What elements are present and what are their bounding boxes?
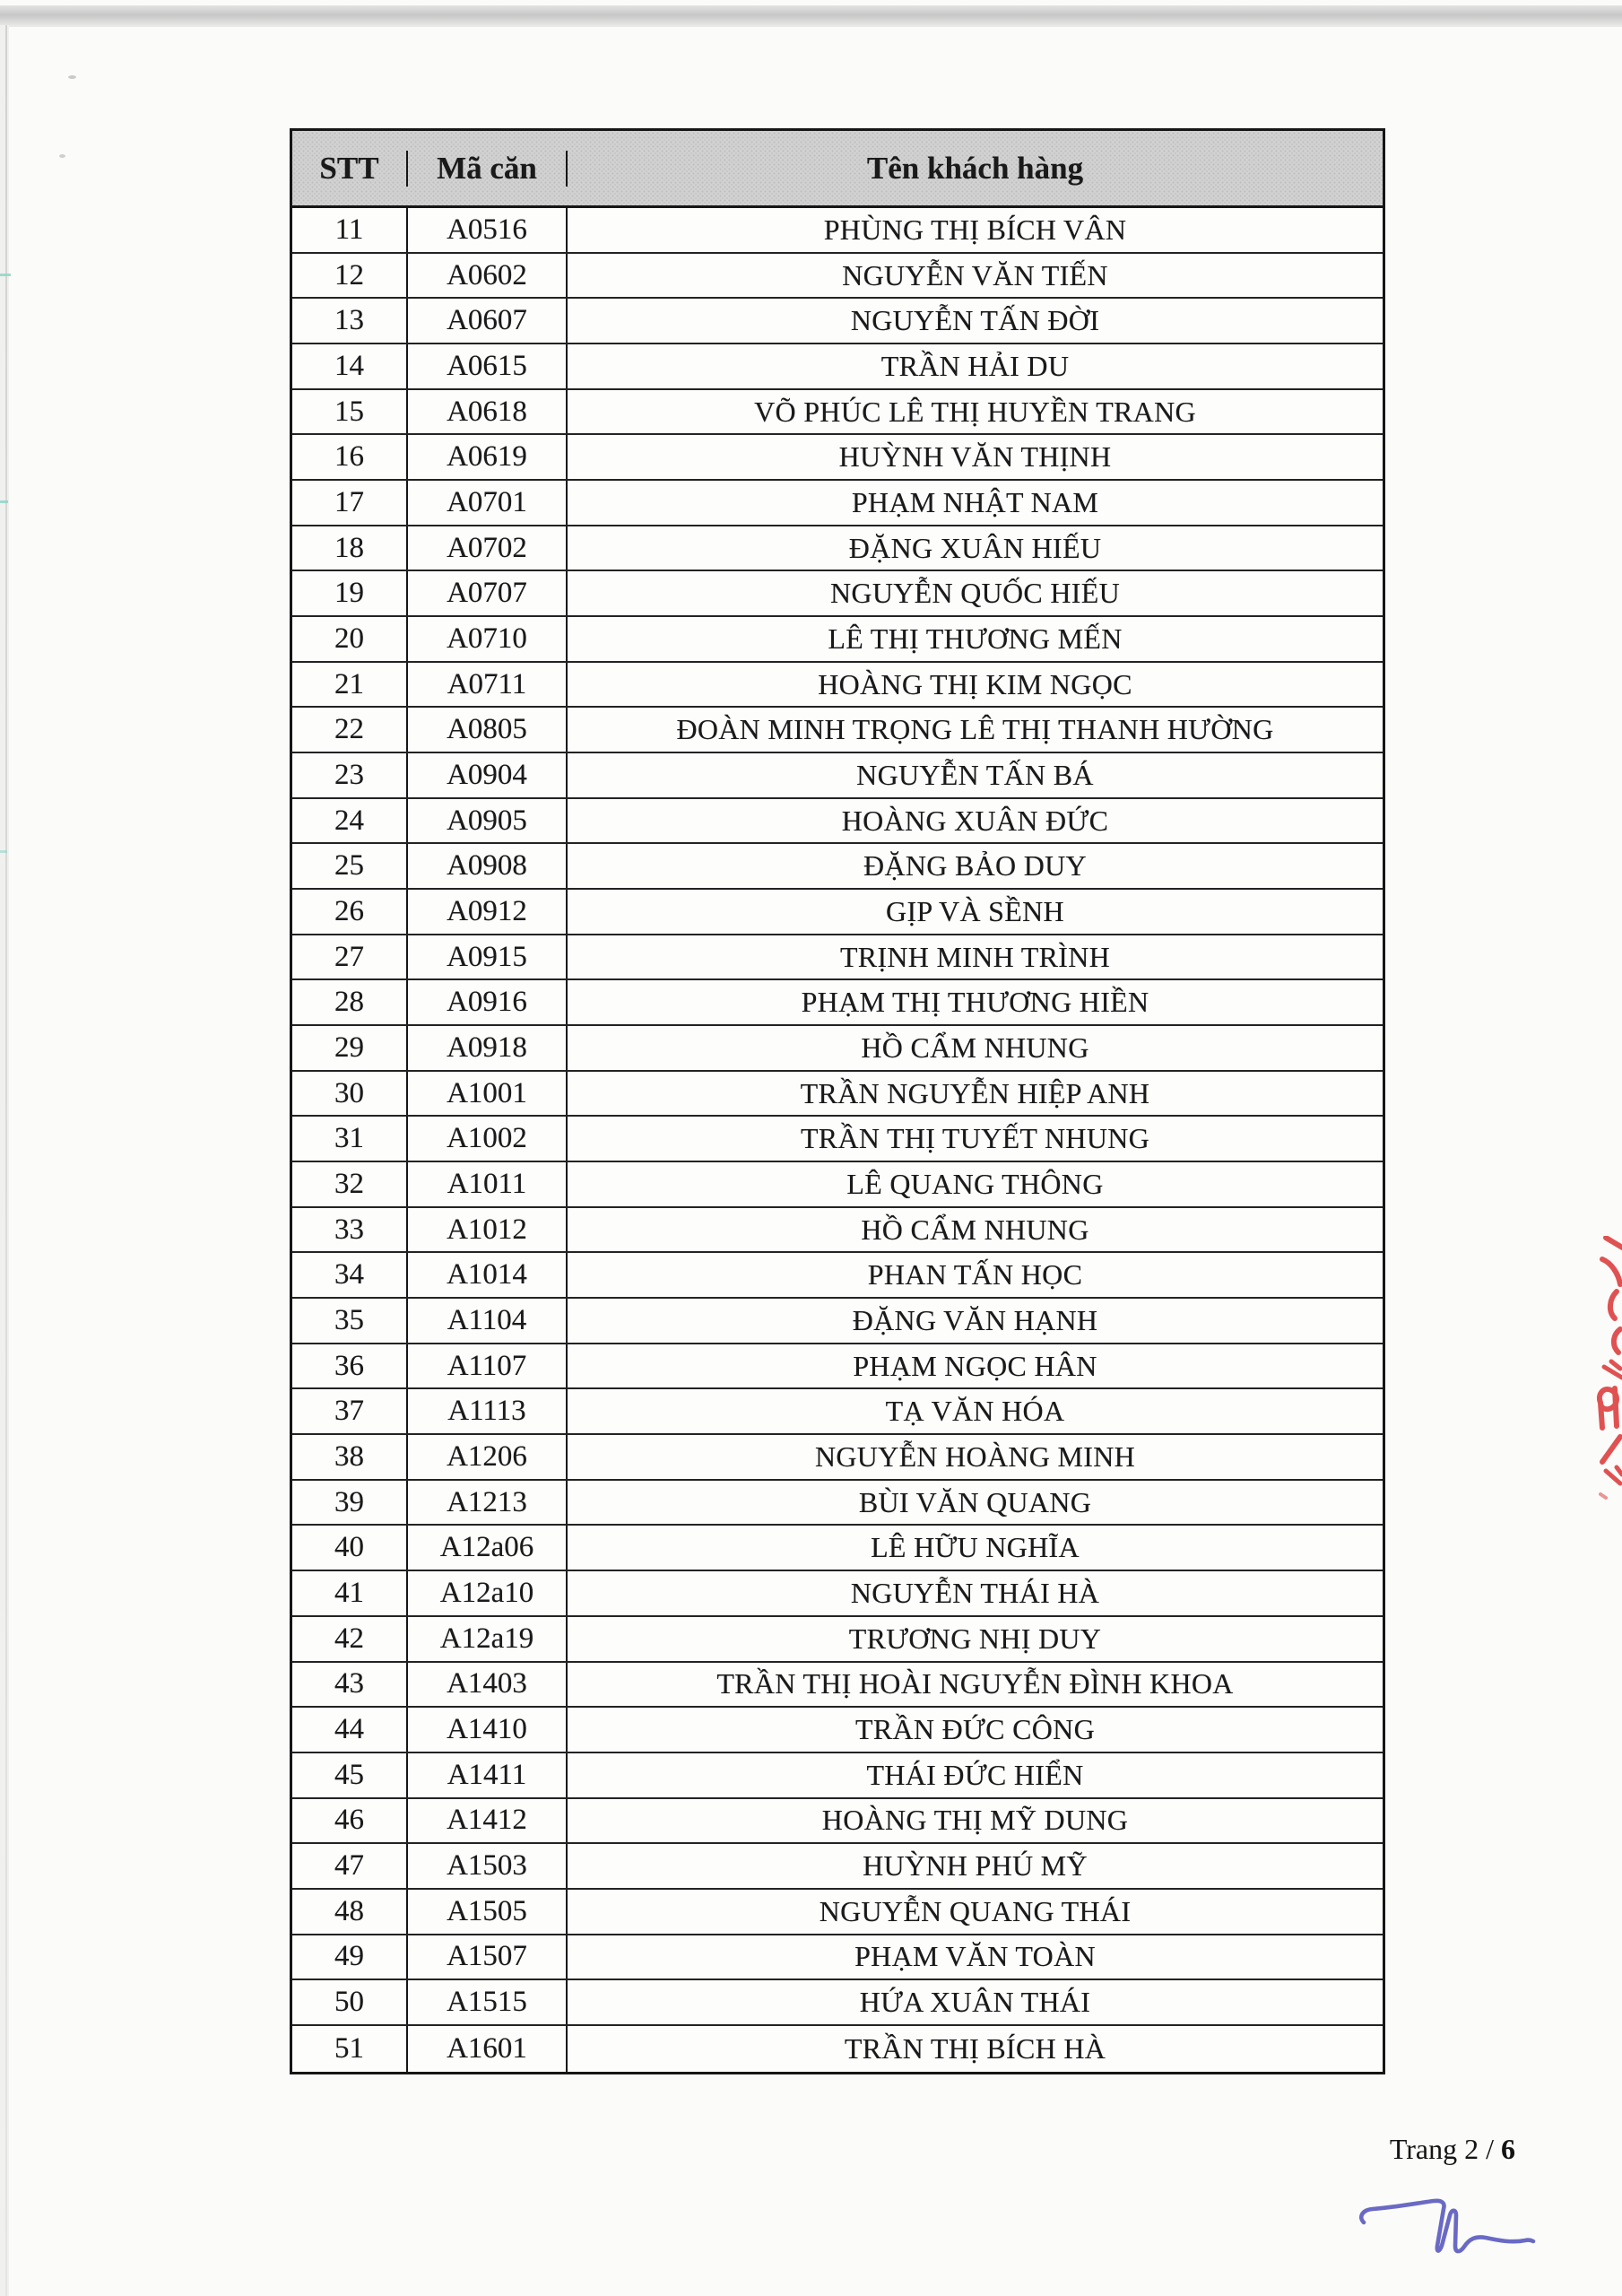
row-index-cell: 43 [292,1663,408,1707]
customer-name-cell: ĐẶNG BẢO DUY [863,849,1087,883]
page-number [1291,2133,1515,2166]
unit-code-cell: A1601 [408,2026,568,2072]
table-row [292,1526,1383,1571]
table-row [292,390,1383,436]
row-index-cell: 19 [292,571,408,615]
customer-name-cell: PHẠM NGỌC HÂN [853,1349,1097,1382]
row-index-cell: 51 [292,2026,408,2072]
row-index-cell: 50 [292,1980,408,2024]
unit-code-cell: A1412 [408,1799,568,1843]
table-row [292,1026,1383,1072]
customer-name-cell: HUỲNH PHÚ MỸ [863,1849,1088,1883]
unit-code-cell: A12a10 [408,1571,568,1615]
table-row [292,1162,1383,1208]
row-index-cell: 22 [292,708,408,752]
customer-name-cell: LÊ HỮU NGHĨA [871,1531,1080,1564]
row-index-cell: 36 [292,1344,408,1388]
unit-code-cell: A1213 [408,1481,568,1525]
customer-name-cell: NGUYỄN QUANG THÁI [819,1894,1132,1927]
table-row [292,1617,1383,1663]
row-index-cell: 15 [292,390,408,434]
table-row [292,1208,1383,1254]
unit-code-cell: A0711 [408,663,568,707]
table-row [292,980,1383,1026]
customer-name-cell: PHÙNG THỊ BÍCH VÂN [823,213,1127,246]
table-row [292,254,1383,300]
table-row [292,1708,1383,1753]
customer-name-cell: NGUYỄN TẤN ĐỜI [850,304,1100,337]
scan-speck [68,75,76,79]
unit-code-cell: A1014 [408,1253,568,1297]
customer-name-cell: PHẠM THỊ THƯƠNG HIỀN [801,986,1149,1019]
customer-name-cell: ĐẶNG VĂN HẠNH [852,1303,1098,1336]
row-index-cell: 24 [292,799,408,843]
unit-code-cell: A1505 [408,1890,568,1934]
unit-code-cell: A1002 [408,1117,568,1161]
table-row [292,1253,1383,1299]
unit-code-cell: A0912 [408,890,568,934]
table-row [292,526,1383,572]
row-index-cell: 21 [292,663,408,707]
row-index-cell: 41 [292,1571,408,1615]
row-index-cell: 39 [292,1481,408,1525]
row-index-cell: 28 [292,980,408,1024]
customer-name-cell: TRẦN THỊ BÍCH HÀ [844,2031,1106,2065]
stamp-fragment [1593,1236,1622,1514]
row-index-cell: 27 [292,935,408,979]
unit-code-cell: A0619 [408,435,568,479]
table-row [292,481,1383,526]
unit-code-cell: A1001 [408,1072,568,1116]
customer-name-cell: TRỊNH MINH TRÌNH [839,940,1111,973]
row-index-cell: 37 [292,1389,408,1433]
customer-name-cell: HUỲNH VĂN THỊNH [838,440,1112,474]
customer-name-cell: HỒ CẨM NHUNG [861,1213,1089,1246]
row-index-cell: 35 [292,1299,408,1343]
table-row [292,753,1383,799]
customer-name-cell: PHẠM VĂN TOÀN [854,1940,1096,1973]
row-index-cell: 38 [292,1435,408,1479]
unit-code-cell: A0905 [408,799,568,843]
unit-code-cell: A12a06 [408,1526,568,1570]
customer-name-cell: NGUYỄN VĂN TIẾN [842,258,1108,291]
customer-name-cell: TRƯƠNG NHỊ DUY [848,1622,1102,1655]
unit-code-cell: A0702 [408,526,568,570]
customer-name-cell: VÕ PHÚC LÊ THỊ HUYỀN TRANG [754,395,1196,428]
header-unit-code: Mã căn [408,151,568,187]
unit-code-cell: A0918 [408,1026,568,1070]
table-row [292,1890,1383,1935]
unit-code-cell: A1411 [408,1753,568,1797]
customer-name-cell: THÁI ĐỨC HIỂN [866,1758,1084,1791]
header-customer-name: Tên khách hàng [866,150,1084,186]
unit-code-cell: A1410 [408,1708,568,1752]
signature-scribble [1349,2190,1538,2275]
scan-artifact-dash [0,274,11,276]
row-index-cell: 48 [292,1890,408,1934]
customer-name-cell: NGUYỄN HOÀNG MINH [814,1439,1136,1473]
unit-code-cell: A12a19 [408,1617,568,1661]
table-row [292,935,1383,981]
unit-code-cell: A1206 [408,1435,568,1479]
customer-name-cell: HOÀNG THỊ MỸ DUNG [821,1804,1129,1837]
row-index-cell: 34 [292,1253,408,1297]
table-row [292,617,1383,663]
table-row [292,299,1383,344]
table-row [292,1935,1383,1981]
table-row [292,1299,1383,1344]
unit-code-cell: A0805 [408,708,568,752]
table-row [292,344,1383,390]
row-index-cell: 49 [292,1935,408,1979]
table-row [292,1344,1383,1390]
table-row [292,1663,1383,1709]
scan-speck [59,154,65,158]
row-index-cell: 25 [292,844,408,888]
unit-code-cell: A1104 [408,1299,568,1343]
row-index-cell: 44 [292,1708,408,1752]
customer-name-cell: PHẠM NHẬT NAM [851,485,1099,518]
table-row [292,1435,1383,1481]
customer-name-cell: ĐOÀN MINH TRỌNG LÊ THỊ THANH HƯỜNG [676,713,1274,746]
row-index-cell: 40 [292,1526,408,1570]
row-index-cell: 47 [292,1844,408,1888]
customer-name-cell: NGUYỄN THÁI HÀ [850,1576,1100,1609]
table-body [292,208,1383,2072]
customer-name-cell: TRẦN HẢI DU [880,349,1070,382]
unit-code-cell: A1507 [408,1935,568,1979]
unit-code-cell: A1515 [408,1980,568,2024]
customer-name-cell: HOÀNG THỊ KIM NGỌC [818,667,1132,700]
table-header-row [292,131,1383,208]
customer-name-cell: TẠ VĂN HÓA [885,1395,1065,1428]
unit-code-cell: A0618 [408,390,568,434]
row-index-cell: 13 [292,299,408,343]
table-row [292,708,1383,753]
unit-code-cell: A1113 [408,1389,568,1433]
row-index-cell: 31 [292,1117,408,1161]
customer-name-cell: NGUYỄN QUỐC HIẾU [830,577,1120,610]
row-index-cell: 18 [292,526,408,570]
table-row [292,1980,1383,2026]
table-row [292,1571,1383,1617]
customer-name-cell: PHAN TẤN HỌC [867,1258,1083,1292]
unit-code-cell: A0908 [408,844,568,888]
row-index-cell: 33 [292,1208,408,1252]
row-index-cell: 17 [292,481,408,525]
row-index-cell: 26 [292,890,408,934]
unit-code-cell: A0615 [408,344,568,388]
customer-name-cell: TRẦN NGUYỄN HIỆP ANH [800,1076,1150,1109]
unit-code-cell: A0516 [408,208,568,252]
row-index-cell: 14 [292,344,408,388]
table-row [292,208,1383,254]
row-index-cell: 23 [292,753,408,797]
customer-name-cell: TRẦN THỊ TUYẾT NHUNG [800,1122,1150,1155]
unit-code-cell: A0915 [408,935,568,979]
row-index-cell: 42 [292,1617,408,1661]
customer-name-cell: HỒ CẨM NHUNG [861,1031,1089,1064]
row-index-cell: 12 [292,254,408,298]
table-row [292,435,1383,481]
unit-code-cell: A0710 [408,617,568,661]
row-index-cell: 11 [292,208,408,252]
table-row [292,799,1383,845]
customer-name-cell: TRẦN THỊ HOÀI NGUYỄN ĐÌNH KHOA [716,1667,1234,1700]
table-row [292,571,1383,617]
unit-code-cell: A1012 [408,1208,568,1252]
customer-name-cell: ĐẶNG XUÂN HIẾU [848,531,1102,564]
page-total: 6 [1501,2133,1515,2165]
table-row [292,1117,1383,1162]
page-number-text: Trang 2 / [1389,2133,1494,2165]
customer-name-cell: LÊ QUANG THÔNG [846,1167,1104,1200]
table-row [292,1389,1383,1435]
table-row [292,844,1383,890]
table-row [292,1844,1383,1890]
unit-code-cell: A0701 [408,481,568,525]
unit-code-cell: A1107 [408,1344,568,1388]
unit-code-cell: A1503 [408,1844,568,1888]
customer-name-cell: GỊP VÀ SỀNH [886,894,1064,927]
unit-code-cell: A0916 [408,980,568,1024]
row-index-cell: 30 [292,1072,408,1116]
page-edge-line [5,25,7,2296]
unit-code-cell: A0602 [408,254,568,298]
row-index-cell: 32 [292,1162,408,1206]
customer-name-cell: BÙI VĂN QUANG [858,1485,1092,1518]
unit-code-cell: A1011 [408,1162,568,1206]
row-index-cell: 29 [292,1026,408,1070]
header-stt: STT [292,151,408,187]
unit-code-cell: A1403 [408,1663,568,1707]
table-row [292,2026,1383,2072]
unit-code-cell: A0707 [408,571,568,615]
customer-name-cell: NGUYỄN TẤN BÁ [856,758,1094,791]
scan-left-shade [0,25,9,2296]
scan-edge-band [0,5,1622,27]
unit-code-cell: A0904 [408,753,568,797]
table-row [292,1753,1383,1799]
table-row [292,890,1383,935]
table-row [292,1799,1383,1845]
table-row [292,1481,1383,1526]
row-index-cell: 20 [292,617,408,661]
customer-name-cell: HOÀNG XUÂN ĐỨC [841,804,1109,837]
table-row [292,663,1383,709]
customer-name-cell: TRẦN ĐỨC CÔNG [855,1713,1095,1745]
customer-name-cell: HỨA XUÂN THÁI [859,1986,1091,2019]
row-index-cell: 45 [292,1753,408,1797]
scan-artifact-dash [0,850,7,853]
row-index-cell: 16 [292,435,408,479]
customer-table [290,128,1385,2074]
customer-name-cell: LÊ THỊ THƯƠNG MẾN [828,622,1123,655]
scan-artifact-dash [0,500,8,503]
unit-code-cell: A0607 [408,299,568,343]
table-row [292,1072,1383,1118]
row-index-cell: 46 [292,1799,408,1843]
